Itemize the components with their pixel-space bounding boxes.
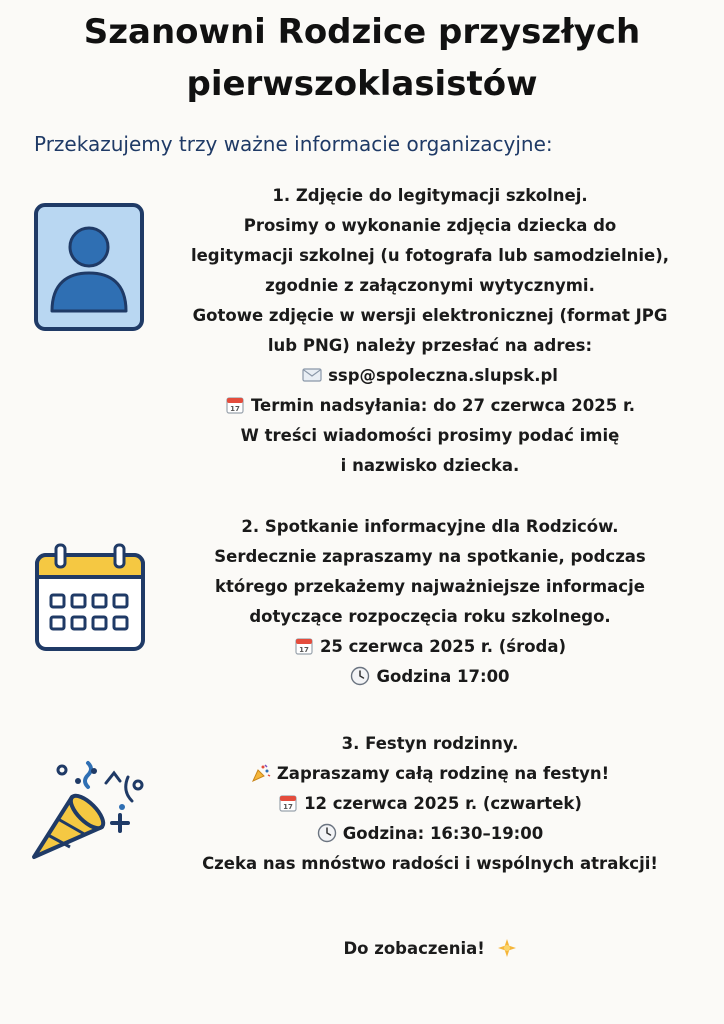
festival-invite-line xyxy=(150,759,710,789)
section-3-line-1: Czeka nas mnóstwo radości i wspólnych atrakcji! xyxy=(202,854,658,873)
section-photo xyxy=(150,181,710,481)
deadline-text: Termin nadsyłania: do 27 czerwca 2025 r. xyxy=(250,396,636,415)
section-2-heading: 2. Spotkanie informacyjne dla Rodziców. xyxy=(241,517,619,536)
festival-invite: Zapraszamy całą rodzinę na festyn! xyxy=(276,764,610,783)
meeting-time-line xyxy=(150,662,710,692)
email-line xyxy=(150,361,710,391)
festival-date-line xyxy=(150,789,710,819)
calendar-icon xyxy=(34,543,146,653)
festival-time-line xyxy=(150,819,710,849)
closing-line xyxy=(150,934,710,964)
deadline-line xyxy=(150,391,710,421)
section-1-line-6: W treści wiadomości prosimy podać imię xyxy=(240,426,620,445)
section-2-line-3: dotyczące rozpoczęcia roku szkolnego. xyxy=(249,607,611,626)
svg-text:17: 17 xyxy=(230,405,240,413)
meeting-date-line xyxy=(150,632,710,662)
closing-text: Do zobaczenia! xyxy=(343,939,485,958)
section-1-line-4: Gotowe zdjęcie w wersji elektronicznej (format JPG xyxy=(192,306,668,325)
svg-text:17: 17 xyxy=(299,646,309,654)
party-popper-emoji-icon xyxy=(251,763,271,783)
section-festival xyxy=(150,729,710,879)
section-1-line-2: legitymacji szkolnej (u fotografa lub samodzielnie), xyxy=(190,246,670,265)
email-address[interactable]: ssp@spoleczna.slupsk.pl xyxy=(328,366,558,385)
clock-icon xyxy=(317,823,337,843)
party-popper-icon xyxy=(28,757,150,867)
festival-date: 12 czerwca 2025 r. (czwartek) xyxy=(304,794,582,813)
section-1-line-1: Prosimy o wykonanie zdjęcia dziecka do xyxy=(243,216,617,235)
festival-time: Godzina: 16:30–19:00 xyxy=(342,824,544,843)
meeting-date: 25 czerwca 2025 r. (środa) xyxy=(319,637,567,656)
person-photo-icon xyxy=(34,203,144,331)
sparkle-star-icon xyxy=(497,938,517,958)
svg-text:17: 17 xyxy=(283,803,293,811)
section-meeting xyxy=(150,512,710,692)
section-2-line-2: którego przekażemy najważniejsze informacje xyxy=(215,577,645,596)
subtitle: Przekazujemy trzy ważne informacie organizacyjne: xyxy=(34,132,553,156)
section-3-heading: 3. Festyn rodzinny. xyxy=(341,734,519,753)
section-1-line-3: zgodnie z załączonymi wytycznymi. xyxy=(265,276,595,295)
section-1-heading: 1. Zdjęcie do legitymacji szkolnej. xyxy=(272,186,588,205)
title-line-2: pierwszoklasistów xyxy=(186,64,538,104)
page-title xyxy=(0,6,724,110)
meeting-time: Godzina 17:00 xyxy=(376,667,510,686)
section-2-line-1: Serdecznie zapraszamy na spotkanie, podczas xyxy=(214,547,646,566)
calendar-emoji-icon xyxy=(278,793,298,813)
section-1-line-7: i nazwisko dziecka. xyxy=(340,456,520,475)
calendar-emoji-icon xyxy=(294,636,314,656)
section-1-line-5: lub PNG) należy przesłać na adres: xyxy=(267,336,593,355)
clock-icon xyxy=(350,666,370,686)
envelope-icon xyxy=(302,365,322,385)
title-line-1: Szanowni Rodzice przyszłych xyxy=(83,12,641,52)
calendar-emoji-icon xyxy=(225,395,245,415)
